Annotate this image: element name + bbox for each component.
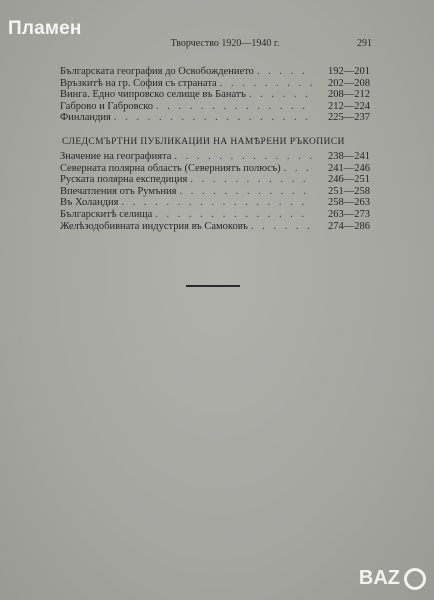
toc-entry-pages: 238—241 [328, 151, 370, 162]
header-title: Творчество 1920—1940 г. [170, 38, 280, 49]
toc-entry-pages: 202—208 [328, 77, 370, 89]
toc-entry-pages: 208—212 [328, 89, 370, 101]
toc-entry-title: Връзкитѣ на гр. София съ страната [60, 77, 217, 89]
toc-entry-pages: 212—224 [328, 100, 370, 112]
section-heading: СЛЕДСМЪРТНИ ПУБЛИКАЦИИ НА НАМѢРЕНИ РЪКОПИСИ [62, 137, 345, 147]
leader-dots [187, 174, 312, 186]
toc-entry-pages: 263—273 [328, 208, 370, 220]
toc-entry-pages: 274—286 [328, 220, 370, 232]
toc-entry-title: Руската полярна експедиция [60, 174, 188, 186]
leader-dots [281, 163, 312, 175]
toc-entry [60, 221, 370, 233]
toc-entry-pages: 258—263 [328, 197, 370, 209]
toc-entry [60, 101, 370, 113]
toc-entry-title: Значение на географията [60, 151, 172, 162]
end-rule [186, 285, 240, 287]
page-number: 291 [357, 38, 372, 49]
leader-dots [176, 186, 312, 198]
toc-entry [60, 209, 370, 221]
toc-entry-pages: 225—237 [328, 112, 370, 124]
leader-dots [171, 151, 312, 163]
toc-entry-title: Финландия [60, 112, 111, 124]
toc-entry [60, 197, 370, 209]
toc-list-posthumous [60, 151, 370, 232]
leader-dots [254, 66, 312, 78]
leader-dots [153, 101, 312, 113]
toc-entry-title: Въ Холандия [60, 197, 119, 209]
toc-entry-title: Впечатления отъ Румъния [60, 185, 177, 197]
toc-entry-title: Винга. Едно чипровско селище въ Банатъ [60, 89, 246, 101]
running-header [0, 38, 434, 54]
toc-entry [60, 174, 370, 186]
toc-entry-pages: 192—201 [328, 66, 370, 77]
seller-watermark: Пламен [8, 18, 82, 39]
toc-entry-title: Българската география до Освобождението [60, 66, 254, 77]
toc-entry [60, 186, 370, 198]
toc-entry-pages: 251—258 [328, 185, 370, 197]
toc-entry [60, 163, 370, 175]
toc-entry-pages: 241—246 [328, 162, 370, 174]
leader-dots [248, 221, 312, 233]
toc-list-main [60, 66, 370, 124]
leader-dots [118, 197, 312, 209]
toc-entry-title: Северната полярна область (Северниятъ полюсъ) [60, 162, 281, 174]
toc-entry [60, 151, 370, 163]
toc-entry [60, 66, 370, 78]
toc-entry-title: Българскитѣ селища [60, 208, 153, 220]
toc-entry [60, 78, 370, 90]
leader-dots [152, 209, 312, 221]
leader-dots [217, 78, 312, 90]
marketplace-logo [359, 567, 426, 590]
logo-ring-icon [404, 568, 426, 590]
marketplace-logo-text: BAZ [358, 567, 400, 589]
toc-entry-pages: 246—251 [328, 174, 370, 186]
leader-dots [111, 112, 312, 124]
toc-entry [60, 112, 370, 124]
toc-entry-title: Габрово и Габровско [60, 100, 154, 112]
leader-dots [246, 89, 312, 101]
toc-entry-title: Желѣзодобивната индустрия въ Самоковъ [60, 220, 248, 232]
toc-entry [60, 89, 370, 101]
